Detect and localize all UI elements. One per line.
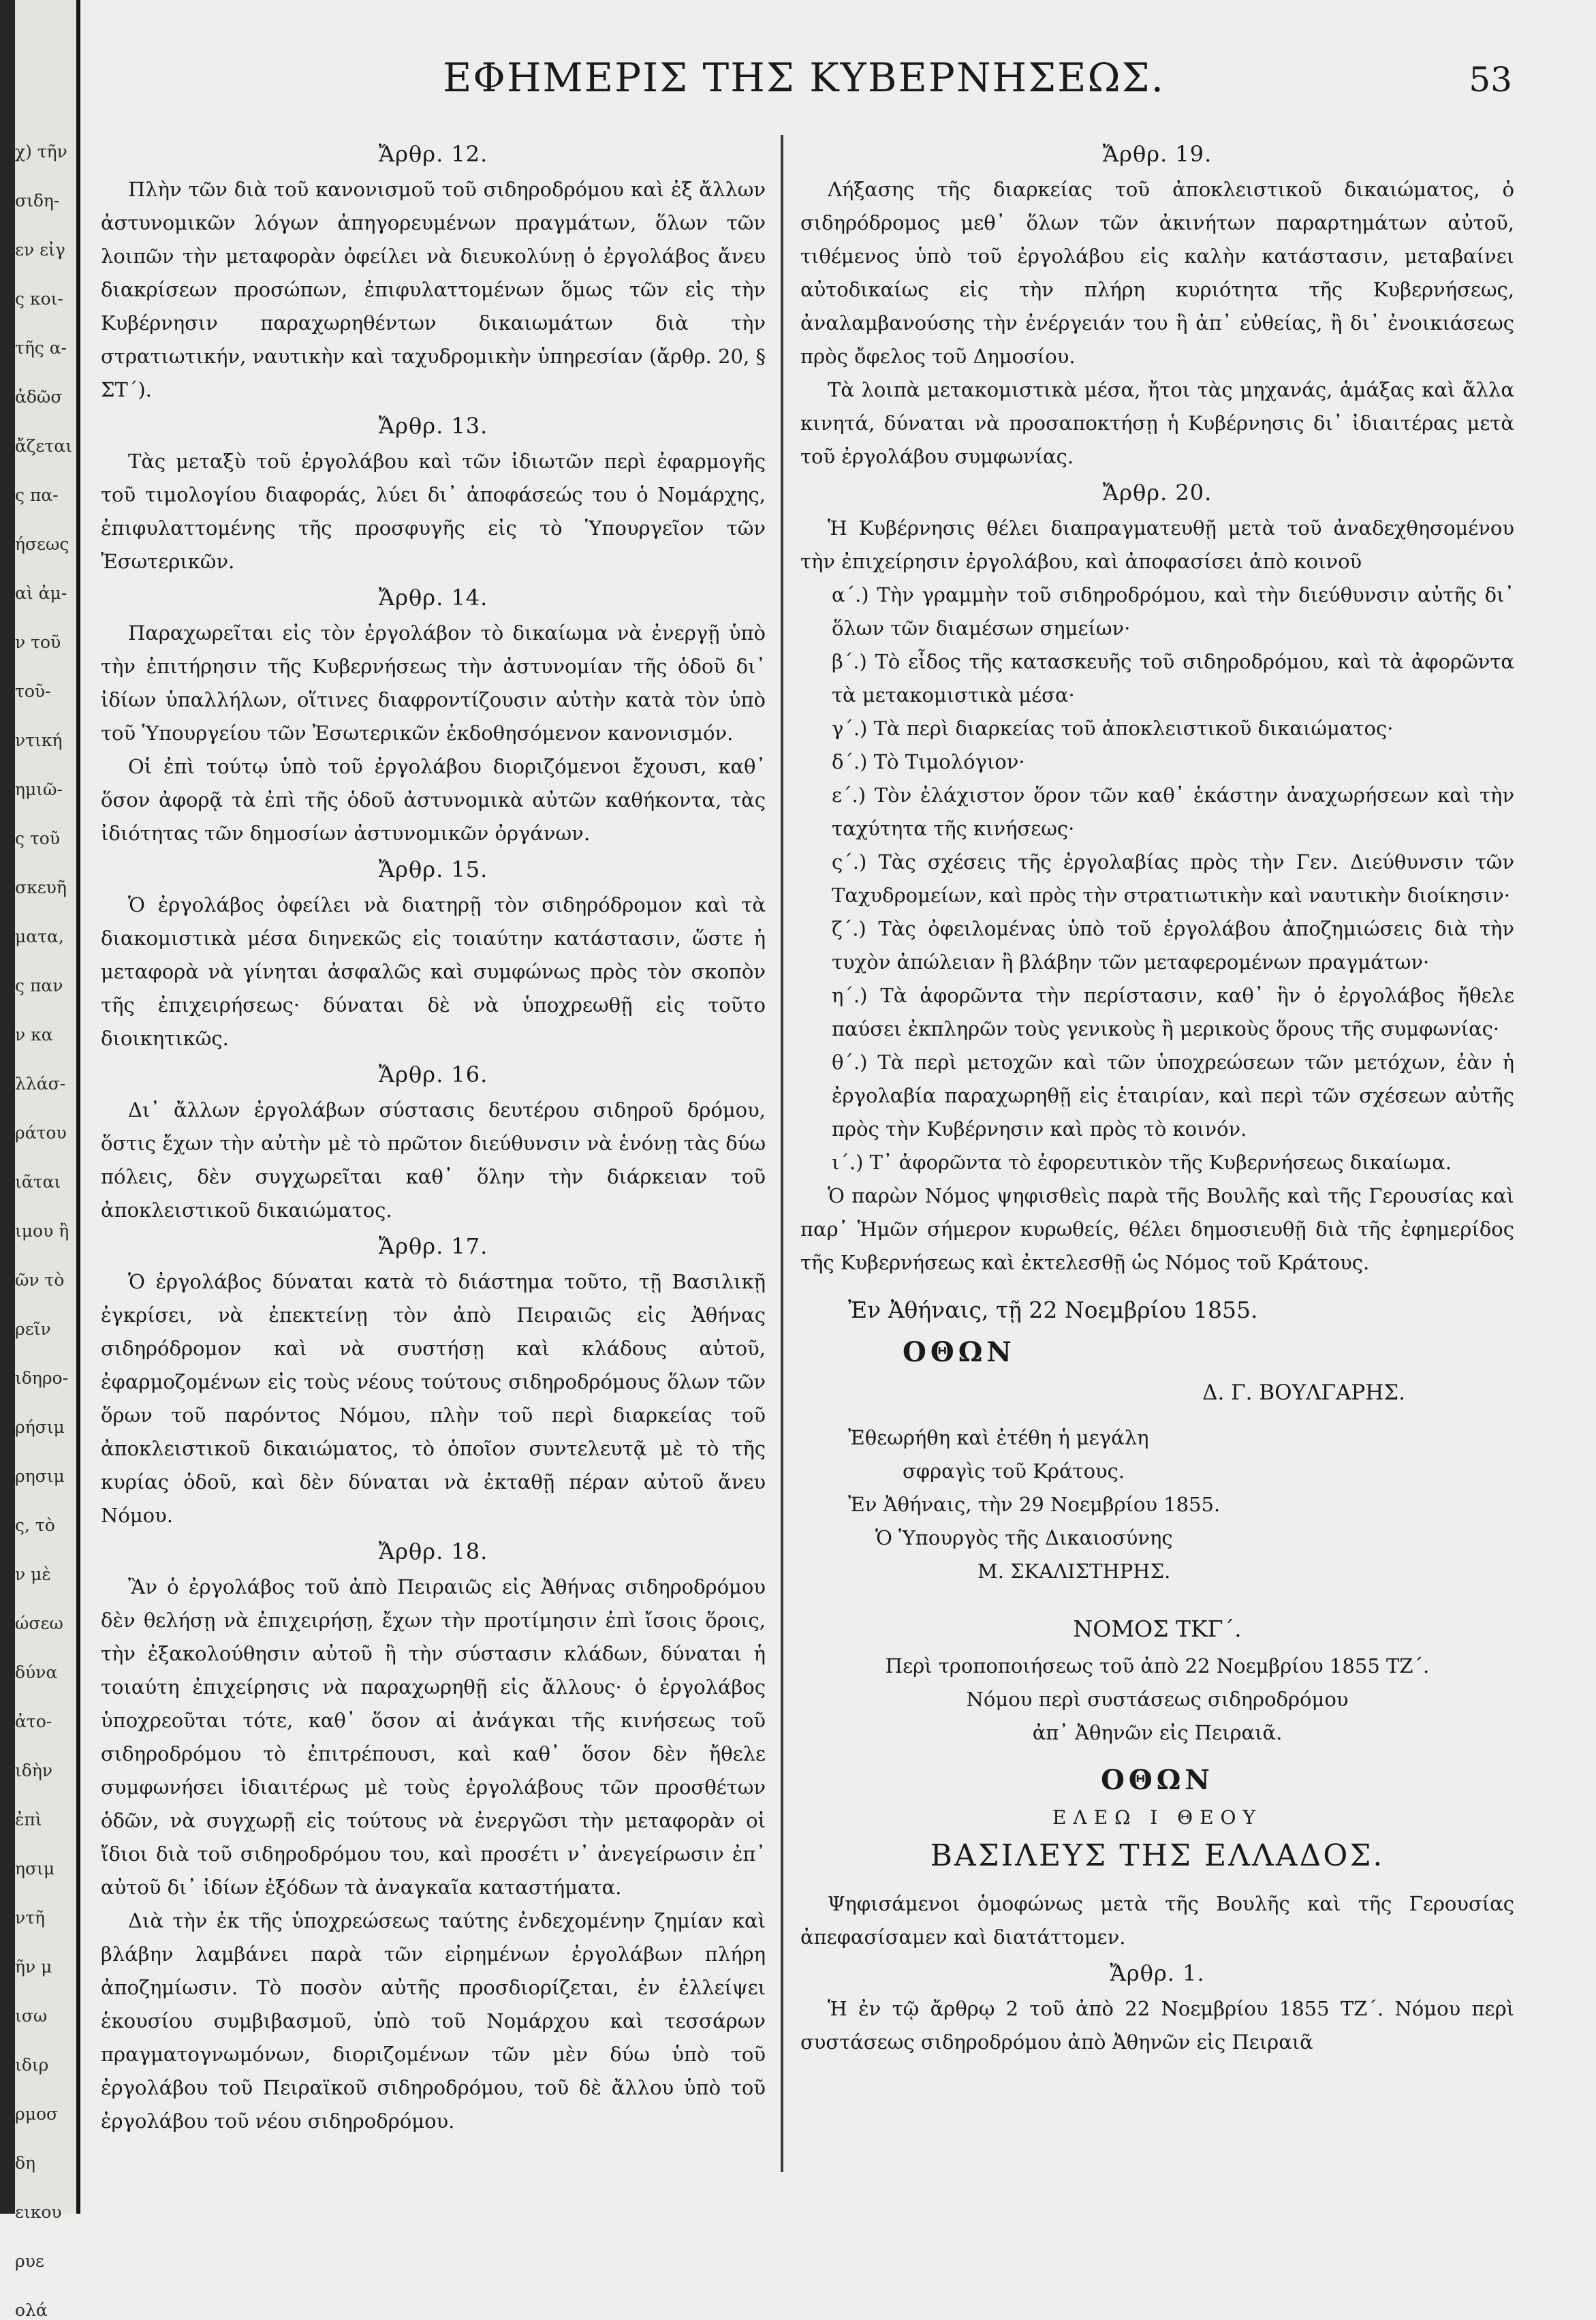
margin-fragment: ιᾶται	[15, 1172, 61, 1192]
margin-fragment: ἄζεται	[15, 436, 72, 456]
law-number: ΝΟΜΟΣ ΤΚΓ΄.	[1073, 1615, 1242, 1642]
paragraph: Οἱ ἐπὶ τούτῳ ὑπὸ τοῦ ἐργολάβου διοριζόμενοι ἔχουσι, καθ᾽ ὅσον ἀφορᾷ τὰ ἐπὶ τῆς ὁδοῦ ἀστυνομικὰ αὐτῶν καθήκοντα, τὰς ἰδιότητας τῶν δημοσίων ἀστυνομικῶν ὀργάνων.	[101, 755, 766, 845]
margin-fragment: ντική	[15, 730, 63, 750]
list-item: ς΄.) Τὰς σχέσεις τῆς ἐργολαβίας πρὸς τὴν Γεν. Διεύθυνσιν τῶν Ταχυδρομείων, καὶ πρὸς τὴν στρατιωτικὴν καὶ ναυτικὴν διοίκησιν·	[832, 850, 1514, 907]
law-subject-line1: Περὶ τροποποιήσεως τοῦ ἀπὸ 22 Νοεμβρίου 1855 ΤΖ΄.	[885, 1654, 1430, 1677]
margin-fragment: ματα,	[15, 927, 64, 946]
paragraph: Ἡ Κυβέρνησις θέλει διαπραγματευθῇ μετὰ τοῦ ἀναδεχθησομένου τὴν ἐπιχείρησιν ἐργολάβου, καὶ ἀποφασίσει ἀπὸ κοινοῦ	[800, 516, 1514, 573]
margin-fragment: ρησιμ	[15, 1466, 65, 1486]
article-heading: Ἄρθρ. 18.	[378, 1538, 488, 1564]
law-preamble: Ψηφισάμενοι ὁμοφώνως μετὰ τῆς Βουλῆς καὶ τῆς Γερουσίας ἀπεφασίσαμεν καὶ διατάττομεν.	[800, 1892, 1514, 1949]
margin-fragment: εικου	[15, 2202, 62, 2222]
justice-minister-title: Ὁ Ὑπουργὸς τῆς Δικαιοσύνης	[875, 1526, 1173, 1549]
law-article-heading: Ἄρθρ. 1.	[1110, 1960, 1205, 1986]
margin-fragment: ς, τὸ	[15, 1515, 55, 1535]
margin-fragment: χ) τῆν	[15, 142, 67, 161]
margin-fragment: ν μὲ	[15, 1564, 51, 1584]
article-heading: Ἄρθρ. 12.	[378, 141, 488, 167]
running-title: ΕΦΗΜΕΡΙΣ ΤΗΣ ΚΥΒΕΡΝΗΣΕΩΣ.	[442, 55, 1165, 101]
law-grace-of-god: ΕΛΕΩ Ι ΘΕΟΥ	[1052, 1806, 1262, 1829]
article-heading: Ἄρθρ. 15.	[378, 856, 488, 882]
margin-fragment: τοῦ-	[15, 681, 51, 701]
page-number: 53	[1469, 60, 1512, 99]
paragraph: Ἂν ὁ ἐργολάβος τοῦ ἀπὸ Πειραιῶς εἰς Ἀθήνας σιδηροδρόμου δὲν θελήσῃ νὰ ἐπιχειρήσῃ, ἔχων τὴν προτίμησιν ἐπὶ ἴσοις ὅροις, τὴν ἐξακολούθησιν αὐτοῦ ἢ τὴν σύστασιν κλάδων, δύναται ἡ τοιαύτη ἐπιχείρησις νὰ παραχωρηθῇ εἰς ἄλλους· ὁ ἐργολάβος ὑποχρεοῦται τότε, καθ᾽ ὅσον αἱ ἀνάγκαι τῆς κινήσεως τοῦ σιδηροδρόμου τὸ ἐπιτρέπουσι, καὶ καθ᾽ ὅσον δὲν ἤθελε συμφωνήσει ἰδιαιτέρως μὲ τοὺς ἐργολάβους τῶν προσθέτων ὁδῶν, νὰ συγχωρῇ εἰς τούτους νὰ ἐνεργῶσι τὴν μεταφορὰν οἱ ἴδιοι διὰ τοῦ σιδηροδρόμου του, καὶ προσέτι ν᾽ ἀνεγείρωσιν ἐπ᾽ αὐτοῦ δι᾽ ἰδίων ἐξόδων τὰ ἀναγκαῖα καταστήματα.	[101, 1575, 766, 1899]
margin-fragment: ρμοσ	[15, 2104, 59, 2124]
right-column	[800, 135, 1514, 2173]
margin-fragment: ιδιρ	[15, 2055, 49, 2075]
margin-fragment: ημιῶ-	[15, 779, 63, 799]
margin-fragment: λλάσ-	[15, 1074, 66, 1094]
margin-fragment: σκευῆ	[15, 878, 67, 897]
facing-page-edge	[15, 0, 80, 2320]
law-royal-title: ΒΑΣΙΛΕΥΣ ΤΗΣ ΕΛΛΑΔΟΣ.	[930, 1838, 1385, 1873]
paragraph: Δι᾽ ἄλλων ἐργολάβων σύστασις δευτέρου σιδηροῦ δρόμου, ὅστις ἔχων τὴν αὐτὴν μὲ τὸ πρῶτον διεύθυνσιν νὰ ἑνόνῃ τὰς δύω πόλεις, δὲν συγχωρεῖται καθ᾽ ὅλην τὴν διάρκειαν τοῦ ἀποκλειστικοῦ δικαιώματος.	[101, 1098, 766, 1222]
list-item: β΄.) Τὸ εἶδος τῆς κατασκευῆς τοῦ σιδηροδρόμου, καὶ τὰ ἀφορῶντα τὰ μετακομιστικὰ μέσα·	[832, 650, 1514, 707]
margin-fragment: ισω	[15, 2006, 48, 2026]
margin-fragment: δη	[15, 2153, 36, 2173]
article-heading: Ἄρθρ. 17.	[378, 1233, 488, 1259]
paragraph: Ὁ ἐργολάβος ὀφείλει νὰ διατηρῇ τὸν σιδηρόδρομον καὶ τὰ διακομιστικὰ μέσα διηνεκῶς εἰς τοιαύτην κατάστασιν, ὥστε ἡ μεταφορὰ νὰ γίνηται ἀσφαλῶς καὶ συμφώνως πρὸς τὸν σκοπὸν τῆς ἐπιχειρήσεως· δύναται δὲ νὰ ὑποχρεωθῇ εἰς τοῦτο διοικητικῶς.	[101, 893, 766, 1050]
margin-fragment: ιδὴν	[15, 1761, 53, 1780]
paragraph: Πλὴν τῶν διὰ τοῦ κανονισμοῦ τοῦ σιδηροδρόμου καὶ ἐξ ἄλλων ἀστυνομικῶν λόγων ἀπηγορευμένων πραγμάτων, ὅλων τῶν λοιπῶν τὴν μεταφορὰν ὀφείλει νὰ διευκολύνῃ ὁ ἐργολάβος ἄνευ διακρίσεων προσώπων, ἐπιφυλαττομένων ὅμως τῶν εἰς τὴν Κυβέρνησιν παραχωρηθέντων δικαιωμάτων διὰ τὴν στρατιωτικήν, ναυτικὴν καὶ ταχυδρομικὴν ὑπηρεσίαν (ἄρθρ. 20, § ΣΤ΄).	[101, 178, 766, 401]
list-item: δ΄.) Τὸ Τιμολόγιον·	[832, 750, 1025, 773]
margin-fragment: σιδη-	[15, 191, 60, 211]
margin-fragment: ράτου	[15, 1123, 67, 1143]
margin-fragment: ντῆ	[15, 1908, 46, 1928]
enactment-date: Ἐν Ἀθήναις, τῇ 22 Νοεμβρίου 1855.	[848, 1297, 1258, 1323]
list-item: γ΄.) Τὰ περὶ διαρκείας τοῦ ἀποκλειστικοῦ δικαιώματος·	[832, 717, 1394, 740]
law-king-heading: ΟΘΩΝ	[1101, 1764, 1214, 1796]
justice-minister-name: Μ. ΣΚΑΛΙΣΤΗΡΗΣ.	[977, 1560, 1171, 1583]
law-subject-line3: ἀπ᾽ Ἀθηνῶν εἰς Πειραιᾶ.	[1032, 1721, 1283, 1744]
margin-fragment: αὶ ἀμ-	[15, 583, 67, 603]
list-item: ι΄.) Τ᾽ ἀφορῶντα τὸ ἐφορευτικὸν τῆς Κυβερνήσεως δικαίωμα.	[832, 1151, 1452, 1174]
margin-fragment: ς παν	[15, 976, 63, 995]
left-column	[101, 135, 766, 2173]
margin-fragment: ν κα	[15, 1025, 53, 1045]
article-heading: Ἄρθρ. 19.	[1102, 141, 1212, 167]
paragraph: Λήξασης τῆς διαρκείας τοῦ ἀποκλειστικοῦ δικαιώματος, ὁ σιδηρόδρομος μεθ᾽ ὅλων τῶν ἀκινήτων παραρτημάτων αὐτοῦ, τιθέμενος ὑπὸ τοῦ ἐργολάβου εἰς καλὴν κατάστασιν, μεταβαίνει αὐτοδικαίως εἰς τὴν πλήρη κυριότητα τῆς Κυβερνήσεως, ἀναλαμβανούσης τὴν ἐνέργειάν του ἢ ἀπ᾽ εὐθείας, ἢ δι᾽ ἐνοικιάσεως πρὸς ὄφελος τοῦ Δημοσίου.	[800, 178, 1514, 368]
binding-shadow	[0, 0, 15, 2214]
paragraph: Διὰ τὴν ἐκ τῆς ὑποχρεώσεως ταύτης ἐνδεχομένην ζημίαν καὶ βλάβην λαμβάνει παρὰ τῶν εἰρημένων ἐργολάβων πλήρη ἀποζημίωσιν. Τὸ ποσὸν αὐτῆς προσδιορίζεται, ἐν ἐλλείψει ἑκουσίου συμβιβασμοῦ, ὑπὸ τοῦ Νομάρχου καὶ τεσσάρων πραγματογνωμόνων, διοριζομένων τῶν μὲν δύω ὑπὸ τοῦ ἐργολάβου τοῦ Πειραϊκοῦ σιδηροδρόμου, τοῦ δὲ ἄλλου ὑπὸ τοῦ ἐργολάβου τοῦ νέου σιδηροδρόμου.	[101, 1909, 766, 2133]
margin-fragment: ησιμ	[15, 1859, 55, 1878]
margin-fragment: εν εἰγ	[15, 240, 65, 260]
list-item: η΄.) Τὰ ἀφορῶντα τὴν περίστασιν, καθ᾽ ἣν ὁ ἐργολάβος ἤθελε παύσει ἐκπληρῶν τοὺς γενικοὺς ἢ μερικοὺς ὅρους τῆς συμφωνίας·	[832, 984, 1514, 1040]
paragraph: Ὁ ἐργολάβος δύναται κατὰ τὸ διάστημα τοῦτο, τῇ Βασιλικῇ ἐγκρίσει, νὰ ἐπεκτείνῃ τὸν ἀπὸ Πειραιῶς εἰς Ἀθήνας σιδηρόδρομον καὶ νὰ συστήσῃ καὶ κλάδους αὐτοῦ, ἐφαρμοζομένων εἰς τοὺς νέους τούτους σιδηροδρόμους ὅλων τῶν ὅρων τοῦ παρόντος Νόμου, πλὴν τοῦ περὶ διαρκείας τοῦ ἀποκλειστικοῦ δικαιώματος, τὸ ὁποῖον συντελευτᾷ μὲ τὸ τῆς κυρίας ὁδοῦ, καὶ δὲν δύναται νὰ ἐκταθῇ πέραν αὐτοῦ ἄνευ Νόμου.	[101, 1270, 766, 1527]
margin-fragment: ιμου ἢ	[15, 1221, 69, 1241]
margin-fragment: ῆν μ	[15, 1957, 52, 1977]
paragraph: Παραχωρεῖται εἰς τὸν ἐργολάβον τὸ δικαίωμα νὰ ἐνεργῇ ὑπὸ τὴν ἐπιτήρησιν τῆς Κυβερνήσεως τὴν ἀστυνομίαν τῆς ὁδοῦ δι᾽ ἰδίων ὑπαλλήλων, οἵτινες διαφροντίζουσιν αὐτὴν κατὰ τὸν ὑπὸ τοῦ Ὑπουργείου τῶν Ἐσωτερικῶν ἐκδοθησόμενον κανονισμόν.	[101, 621, 766, 745]
margin-fragment: ρυε	[15, 2251, 44, 2271]
list-item: θ΄.) Τὰ περὶ μετοχῶν καὶ τῶν ὑποχρεώσεων τῶν μετόχων, ἐὰν ἡ ἐργολαβία παραχωρηθῇ εἰς ἑταιρίαν, καὶ περὶ τῶν σχέσεων αὐτῆς πρὸς τὴν Κυβέρνησιν καὶ πρὸς τὸ κοινόν.	[832, 1051, 1514, 1141]
margin-fragment: ς κοι-	[15, 289, 63, 309]
minister-signature: Δ. Γ. ΒΟΥΛΓΑΡΗΣ.	[1202, 1380, 1405, 1405]
margin-fragment: ῶν τὸ	[15, 1270, 65, 1290]
margin-fragment: ιδηρο-	[15, 1368, 69, 1388]
margin-fragment: ἀδῶσ	[15, 387, 63, 407]
margin-fragment: ς πα-	[15, 485, 59, 505]
seal-date: Ἐν Ἀθήναις, τὴν 29 Νοεμβρίου 1855.	[848, 1493, 1221, 1516]
margin-fragment: ολά	[15, 2300, 48, 2320]
list-item: ζ΄.) Τὰς ὀφειλομένας ὑπὸ τοῦ ἐργολάβου ἀποζημιώσεις διὰ τὴν τυχὸν ἀπώλειαν ἢ βλάβην τῶν μεταφερομένων πραγμάτων·	[832, 917, 1514, 974]
margin-fragment: ἀτο-	[15, 1712, 52, 1731]
margin-fragment: ήσεως	[15, 534, 69, 554]
law-article-text: Ἡ ἐν τῷ ἄρθρῳ 2 τοῦ ἀπὸ 22 Νοεμβρίου 1855 ΤΖ΄. Νόμου περὶ συστάσεως σιδηροδρόμου ἀπὸ Ἀθηνῶν εἰς Πειραιᾶ	[800, 1997, 1514, 2054]
paragraph: Ὁ παρὼν Νόμος ψηφισθεὶς παρὰ τῆς Βουλῆς καὶ τῆς Γερουσίας καὶ παρ᾽ Ἡμῶν σήμερον κυρωθείς, θέλει δημοσιευθῇ διὰ τῆς ἐφημερίδος τῆς Κυβερνήσεως καὶ ἐκτελεσθῇ ὡς Νόμος τοῦ Κράτους.	[800, 1184, 1514, 1274]
seal-note-line2: σφραγὶς τοῦ Κράτους.	[903, 1459, 1125, 1483]
king-signature: ΟΘΩΝ	[903, 1336, 1016, 1368]
margin-fragment: ς τοῦ	[15, 829, 61, 848]
margin-fragment: ἐπὶ	[15, 1810, 42, 1829]
paragraph: Τὰς μεταξὺ τοῦ ἐργολάβου καὶ τῶν ἰδιωτῶν περὶ ἐφαρμογῆς τοῦ τιμολογίου διαφοράς, λύει δι᾽ ἀποφάσεώς του ὁ Νομάρχης, ἐπιφυλαττομένης τῆς προσφυγῆς εἰς τὸ Ὑπουργεῖον τῶν Ἐσωτερικῶν.	[101, 450, 766, 573]
margin-fragment: ώσεω	[15, 1613, 63, 1633]
law-subject-line2: Νόμου περὶ συστάσεως σιδηροδρόμου	[966, 1688, 1349, 1711]
margin-fragment: τῆς α-	[15, 338, 67, 358]
article-heading: Ἄρθρ. 16.	[378, 1062, 488, 1087]
seal-note-line1: Ἐθεωρήθη καὶ ἐτέθη ἡ μεγάλη	[848, 1426, 1149, 1449]
article-heading: Ἄρθρ. 13.	[378, 413, 488, 439]
margin-fragment: ν τοῦ	[15, 632, 61, 652]
column-divider	[781, 135, 783, 2172]
margin-fragment: δύνα	[15, 1662, 58, 1682]
margin-fragment: ρήσιμ	[15, 1417, 65, 1437]
paragraph: Τὰ λοιπὰ μετακομιστικὰ μέσα, ἤτοι τὰς μηχανάς, ἁμάξας καὶ ἄλλα κινητά, δύναται νὰ προσαποκτήσῃ ἡ Κυβέρνησις δι᾽ ἰδιαιτέρας μετὰ τοῦ ἐργολάβου συμφωνίας.	[800, 378, 1514, 468]
article-heading: Ἄρθρ. 14.	[378, 585, 488, 610]
article-heading: Ἄρθρ. 20.	[1102, 480, 1212, 506]
list-item: ε΄.) Τὸν ἐλάχιστον ὅρον τῶν καθ᾽ ἑκάστην ἀναχωρήσεων καὶ τὴν ταχύτητα τῆς κινήσεως·	[832, 784, 1514, 840]
list-item: α΄.) Τὴν γραμμὴν τοῦ σιδηροδρόμου, καὶ τὴν διεύθυνσιν αὐτῆς δι᾽ ὅλων τῶν διαμέσων σημείων·	[832, 583, 1514, 640]
margin-fragment: ρεῖν	[15, 1319, 51, 1339]
